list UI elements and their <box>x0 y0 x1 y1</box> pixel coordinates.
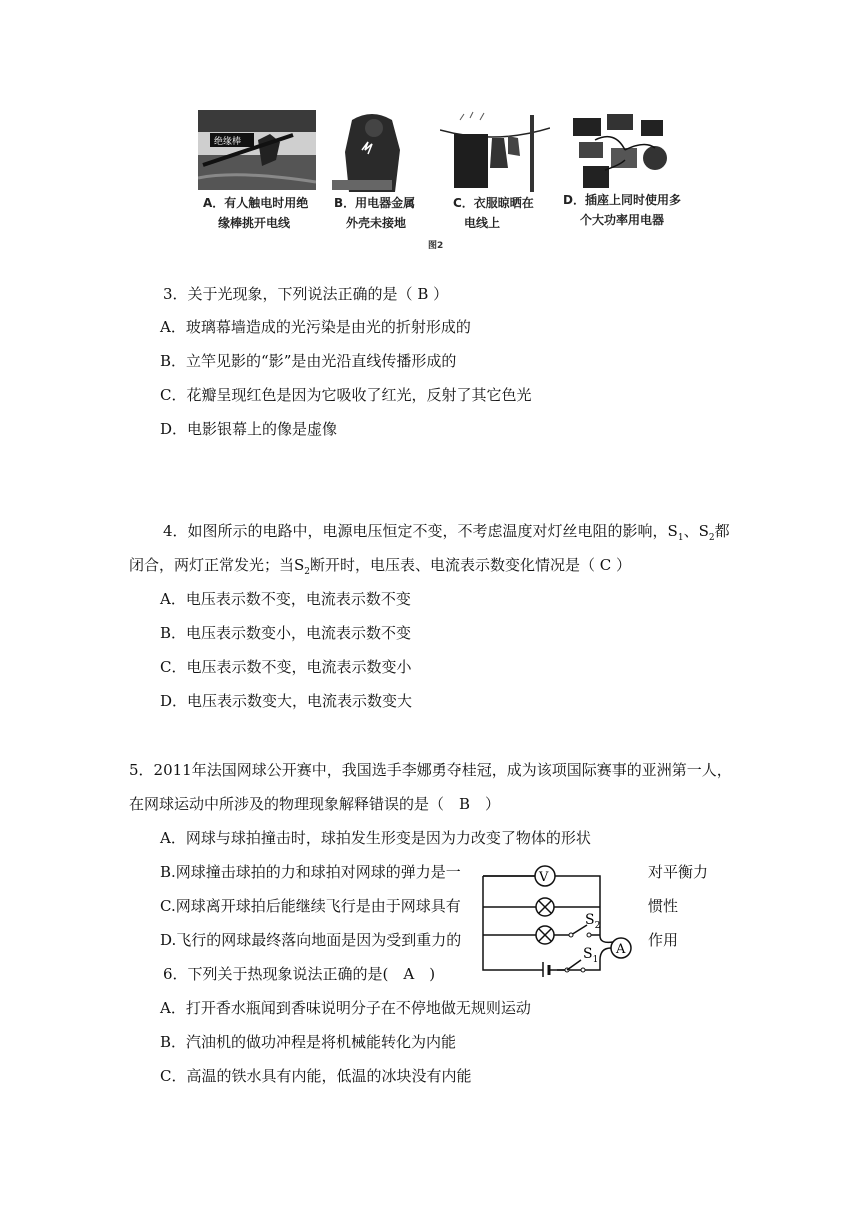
q6-option-c: C．高温的铁水具有内能，低温的冰块没有内能 <box>160 1067 472 1085</box>
q3-option-d: D．电影银幕上的像是虚像 <box>160 420 338 438</box>
q5-stem-line1: 5．2011年法国网球公开赛中，我国选手李娜勇夺桂冠，成为该项国际赛事的亚洲第一人， <box>129 761 732 779</box>
q6-stem: 6．下列关于热现象说法正确的是( A ) <box>163 965 436 983</box>
photo-b-ungrounded-appliance <box>322 110 422 192</box>
q4-stem-line1: 4．如图所示的电路中，电源电压恒定不变，不考虑温度对灯丝电阻的影响，$S_1$、$S_2$都 <box>163 522 730 543</box>
svg-text:A: A <box>616 942 626 957</box>
q6-option-a: A．打开香水瓶闻到香味说明分子在不停地做无规则运动 <box>160 999 531 1017</box>
photo-a-insulating-rod <box>198 110 316 190</box>
caption-c-line1: C．衣服晾晒在 <box>453 196 534 210</box>
q3-option-a: A．玻璃幕墙造成的光污染是由光的折射形成的 <box>160 318 471 336</box>
caption-b-line1: B．用电器金属 <box>334 196 416 210</box>
q5-stem-line2: 在网球运动中所涉及的物理现象解释错误的是（ B ） <box>129 795 501 813</box>
q5-option-c-right: 惯性 <box>648 897 679 915</box>
q4-option-d: D．电压表示数变大，电流表示数变大 <box>160 692 413 710</box>
q5-option-c-left: C.网球离开球拍后能继续飞行是由于网球具有 <box>160 897 461 915</box>
switch-s2-label: $S_2$ <box>585 912 601 931</box>
q5-option-d-left: D.飞行的网球最终落向地面是因为受到重力的 <box>160 931 462 949</box>
q4-option-c: C．电压表示数不变，电流表示数变小 <box>160 658 412 676</box>
caption-b-line2: 外壳未接地 <box>346 216 407 230</box>
q5-option-b-left: B.网球撞击球拍的力和球拍对网球的弹力是一 <box>160 863 461 881</box>
q4-option-b: B．电压表示数变小，电流表示数不变 <box>160 624 412 642</box>
caption-d-line1: D．插座上同时使用多 <box>563 193 681 207</box>
photo-c-clothes-on-wire <box>440 110 550 192</box>
lamp-2-symbol <box>536 926 554 944</box>
svg-text:V: V <box>539 870 549 885</box>
q5-option-b-right: 对平衡力 <box>648 863 709 881</box>
battery-symbol <box>543 962 549 977</box>
q4-option-a: A．电压表示数不变，电流表示数不变 <box>160 590 411 608</box>
q6-option-b: B．汽油机的做功冲程是将机械能转化为内能 <box>160 1033 457 1051</box>
caption-a-line2: 缘棒挑开电线 <box>218 216 291 230</box>
svg-text:绝缘棒: 绝缘棒 <box>214 137 242 147</box>
q5-option-a: A．网球与球拍撞击时，球拍发生形变是因为力改变了物体的形状 <box>160 829 591 847</box>
q3-option-c: C．花瓣呈现红色是因为它吸收了红光，反射了其它色光 <box>160 386 532 404</box>
caption-d-line2: 个大功率用电器 <box>580 213 665 227</box>
caption-c-line2: 电线上 <box>464 216 501 230</box>
q3-option-b: B．立竿见影的“影”是由光沿直线传播形成的 <box>160 352 457 370</box>
q4-stem-line2: 闭合，两灯正常发光；当$S_2$断开时，电压表、电流表示数变化情况是（ C ） <box>129 556 632 577</box>
q5-option-d-right: 作用 <box>648 931 679 949</box>
lamp-1-symbol <box>536 898 554 916</box>
switch-s1-label: $S_1$ <box>583 946 599 965</box>
q3-stem: 3．关于光现象，下列说法正确的是（ B ） <box>163 285 449 303</box>
caption-a-line1: A．有人触电时用绝 <box>203 196 309 210</box>
photo-d-overloaded-socket <box>565 110 675 192</box>
figure-label: 图2 <box>428 241 444 251</box>
circuit-diagram <box>475 862 640 977</box>
